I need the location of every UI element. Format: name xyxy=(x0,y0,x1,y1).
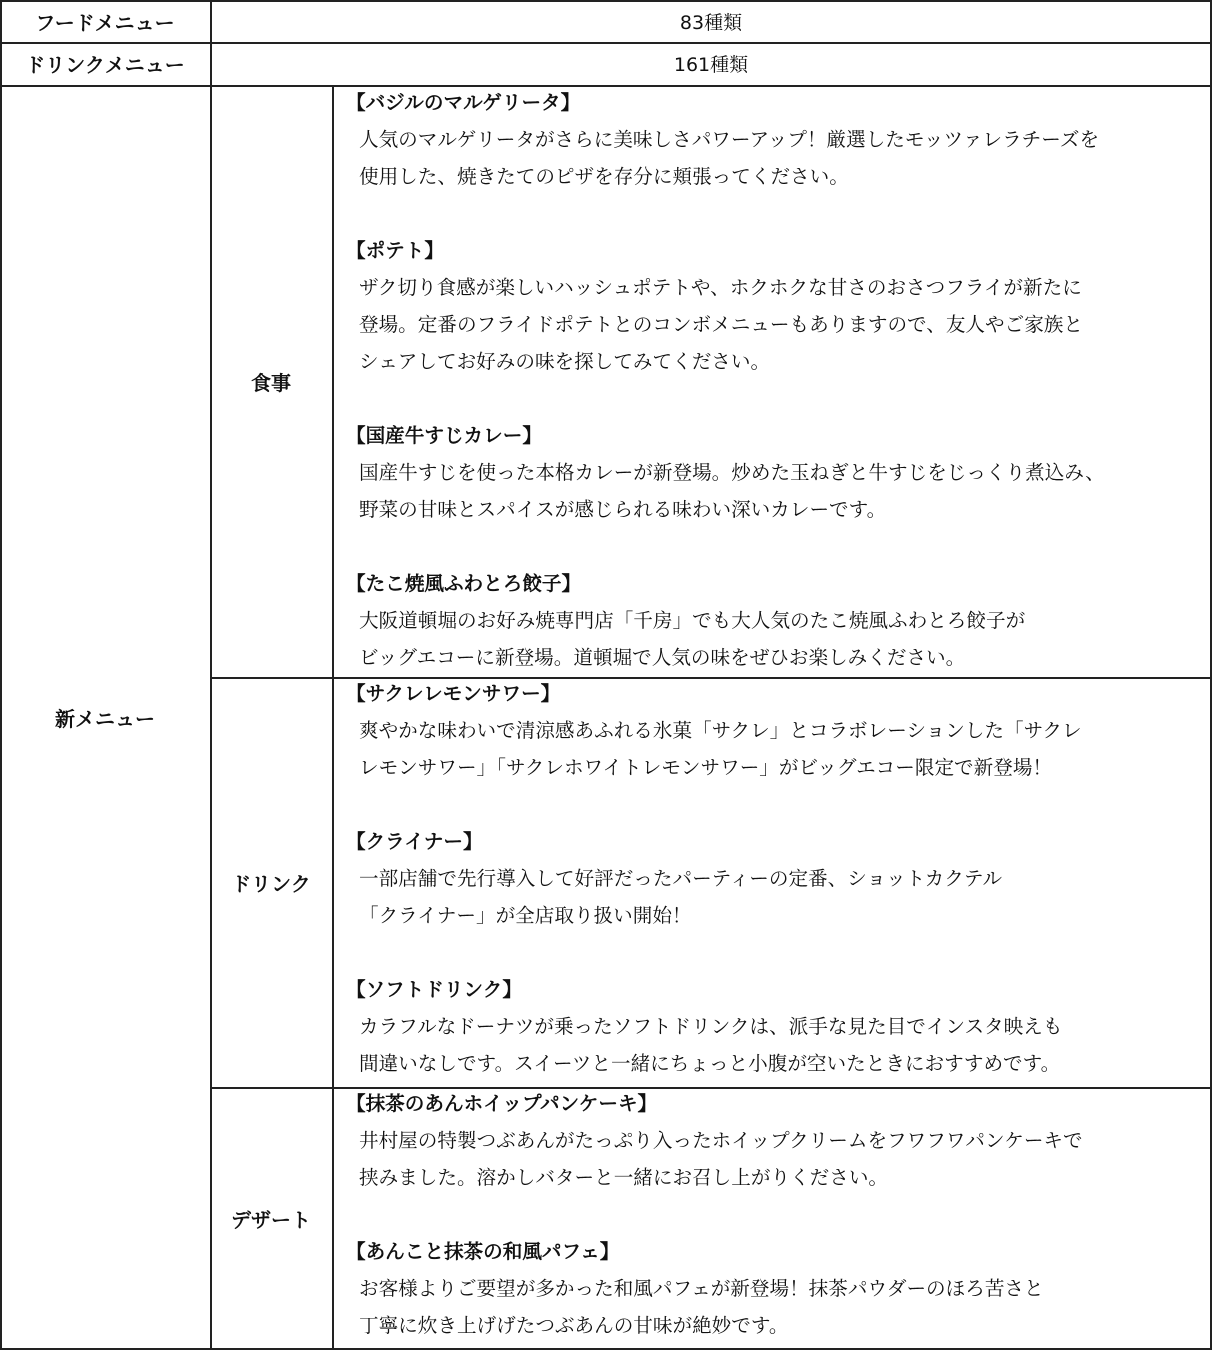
menu-item xyxy=(332,84,1210,195)
menu-item xyxy=(332,565,1210,676)
menu-item-title: 【あんこと抹茶の和風パフェ】 xyxy=(346,1240,620,1263)
menu-item-line: 国産牛すじを使った本格カレーが新登場。炒めた玉ねぎと牛すじをじっくり煮込み、 xyxy=(359,461,1105,484)
dessert-items xyxy=(332,1085,1210,1344)
menu-item-title: 【国産牛すじカレー】 xyxy=(346,424,542,447)
menu-item-title: 【バジルのマルゲリータ】 xyxy=(346,91,581,114)
food-menu-count: 83種類 xyxy=(679,11,743,34)
table-border-right xyxy=(1210,0,1212,1350)
menu-item-title: 【サクレレモンサワー】 xyxy=(346,682,561,705)
menu-item xyxy=(332,417,1210,528)
menu-item-line: 人気のマルゲリータがさらに美味しさパワーアップ！厳選したモッツァレラチーズを xyxy=(359,128,1100,151)
category-dessert-label: デザート xyxy=(231,1208,311,1232)
menu-item xyxy=(332,1233,1210,1344)
food-menu-label: フードメニュー xyxy=(35,10,175,35)
menu-item-line: 丁寧に炊き上げげたつぶあんの甘味が絶妙です。 xyxy=(359,1314,789,1337)
menu-item xyxy=(332,675,1210,786)
drink-items xyxy=(332,675,1210,1082)
menu-item-title: 【ポテト】 xyxy=(346,239,444,262)
drink-menu-count: 161種類 xyxy=(673,54,749,76)
menu-item-line: お客様よりご要望が多かった和風パフェが新登場！抹茶パウダーのほろ苦さと xyxy=(359,1277,1044,1300)
menu-item-line: 「クライナー」が全店取り扱い開始！ xyxy=(359,904,692,927)
menu-item-title: 【抹茶のあんホイップパンケーキ】 xyxy=(346,1092,658,1115)
category-meal-label: 食事 xyxy=(251,370,291,395)
menu-item xyxy=(332,971,1210,1082)
menu-item-line: 使用した、焼きたてのピザを存分に頬張ってください。 xyxy=(359,165,849,188)
menu-item-line: 一部店舗で先行導入して好評だったパーティーの定番、ショットカクテル xyxy=(359,867,1003,890)
menu-item-line: カラフルなドーナツが乗ったソフトドリンクは、派手な見た目でインスタ映えも xyxy=(359,1015,1063,1038)
menu-item-line: ザク切り食感が楽しいハッシュポテトや、ホクホクな甘さのおさつフライが新たに xyxy=(359,276,1082,299)
menu-item-title: 【クライナー】 xyxy=(346,830,483,853)
menu-item-line: ビッグエコーに新登場。道頓堀で人気の味をぜひお楽しみください。 xyxy=(359,646,966,669)
menu-item xyxy=(332,823,1210,934)
menu-item-line: 井村屋の特製つぶあんがたっぷり入ったホイップクリームをフワフワパンケーキで xyxy=(359,1129,1083,1152)
menu-item-line: 挟みました。溶かしバターと一緒にお召し上がりください。 xyxy=(359,1166,889,1189)
menu-item xyxy=(332,1085,1210,1196)
menu-item-line: 爽やかな味わいで清涼感あふれる氷菓「サクレ」とコラボレーションした「サクレ xyxy=(359,719,1082,742)
menu-item-line: 大阪道頓堀のお好み焼専門店「千房」でも大人気のたこ焼風ふわとろ餃子が xyxy=(359,609,1026,632)
menu-item-line: 間違いなしです。スイーツと一緒にちょっと小腹が空いたときにおすすめです。 xyxy=(359,1052,1061,1075)
menu-item-line: 野菜の甘味とスパイスが感じられる味わい深いカレーです。 xyxy=(359,498,887,521)
menu-item-line: 登場。定番のフライドポテトとのコンボメニューもありますので、友人やご家族と xyxy=(359,313,1083,336)
menu-item-title: 【たこ焼風ふわとろ餃子】 xyxy=(346,572,582,595)
category-drink-label: ドリンク xyxy=(231,871,311,896)
new-menu-label: 新メニュー xyxy=(55,707,155,731)
menu-item-line: レモンサワー」「サクレホワイトレモンサワー」がビッグエコー限定で新登場！ xyxy=(359,756,1053,779)
meal-items xyxy=(332,84,1210,676)
menu-item xyxy=(332,232,1210,380)
drink-menu-label: ドリンクメニュー xyxy=(25,53,185,77)
menu-item-title: 【ソフトドリンク】 xyxy=(346,978,522,1001)
menu-item-line: シェアしてお好みの味を探してみてください。 xyxy=(359,350,771,373)
